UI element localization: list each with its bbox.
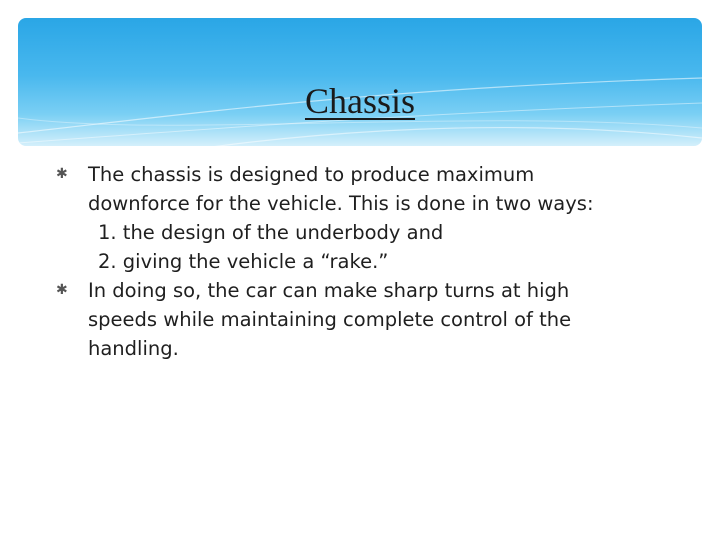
bullet-item — [56, 160, 676, 276]
bullet-item — [56, 276, 676, 363]
bullet-line: handling. — [88, 337, 179, 360]
slide-body — [56, 160, 676, 363]
bullet-line: In doing so, the car can make sharp turns at high — [88, 279, 570, 302]
bullet-line: downforce for the vehicle. This is done in two ways: — [88, 192, 594, 215]
asterisk-bullet-icon: ✱ — [56, 282, 68, 298]
bullet-line: speeds while maintaining complete control of the — [88, 308, 572, 331]
asterisk-bullet-icon: ✱ — [56, 166, 68, 182]
slide-title: Chassis — [304, 81, 416, 121]
sub-item: 2. giving the vehicle a “rake.” — [98, 250, 389, 273]
bullet-line: The chassis is designed to produce maximum — [88, 163, 535, 186]
sub-item: 1. the design of the underbody and — [98, 221, 444, 244]
